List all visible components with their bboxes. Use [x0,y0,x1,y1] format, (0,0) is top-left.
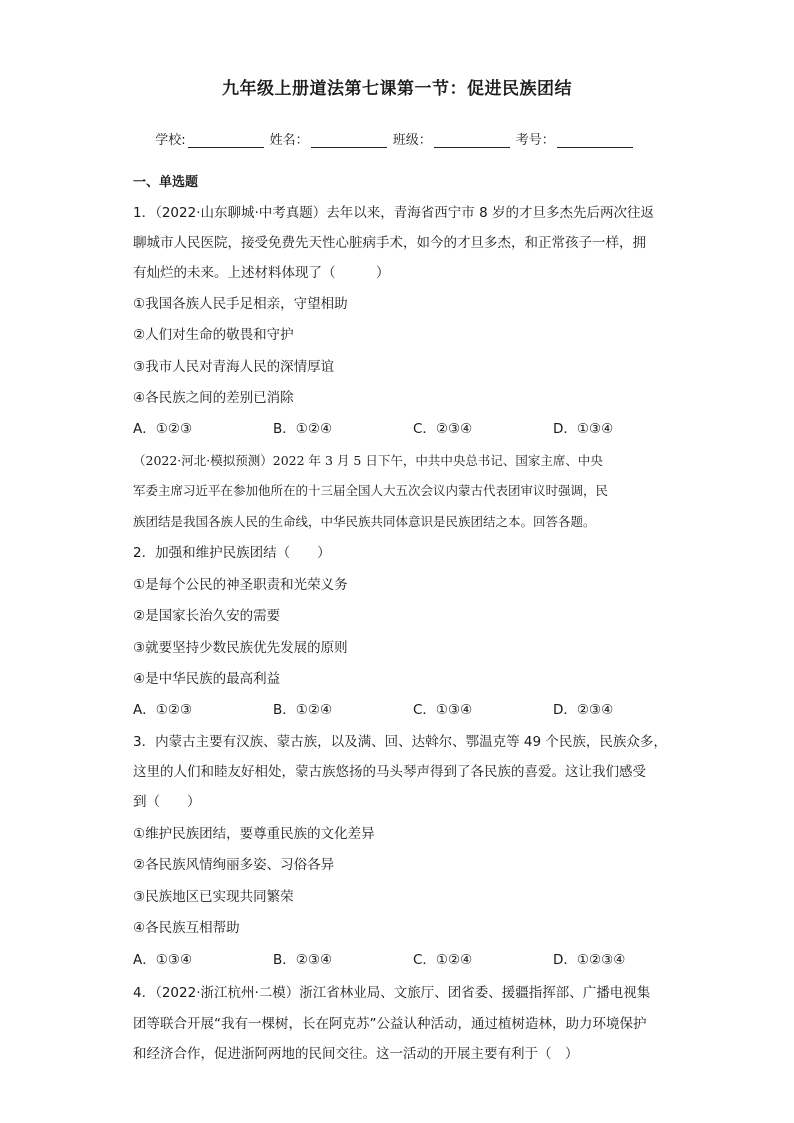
q1-option-d[interactable]: D．①③④ [553,421,614,437]
q1-statement: ③我市人民对青海人民的深情厚谊 [133,359,335,375]
q2-statement: ③就要坚持少数民族优先发展的原则 [133,640,348,656]
passage-line: 军委主席习近平在参加他所在的十三届全国人大五次会议内蒙古代表团审议时强调，民 [133,483,609,498]
q3-stem-line: 3．内蒙古主要有汉族、蒙古族，以及满、回、达斡尔、鄂温克等 49 个民族，民族众多， [133,734,667,750]
q1-statement: ②人们对生命的敬畏和守护 [133,327,294,343]
q2-option-d[interactable]: D．②③④ [553,702,614,718]
q3-stem-line: 到（ ） [133,794,201,810]
name-label: 姓名： [269,133,309,148]
q2-statement: ②是国家长治久安的需要 [133,608,281,624]
q2-option-c[interactable]: C．①③④ [413,702,473,718]
q1-option-c[interactable]: C．②③④ [413,421,473,437]
q3-statement: ③民族地区已实现共同繁荣 [133,889,294,905]
q1-stem-line: 有灿烂的未来。上述材料体现了（ ） [133,265,390,281]
q4-stem-line: 团等联合开展“我有一棵树，长在阿克苏”公益认种活动，通过植树造林，助力环境保护 [133,1016,647,1032]
q3-statement: ①维护民族团结，要尊重民族的文化差异 [133,826,375,842]
q2-statement: ④是中华民族的最高利益 [133,671,281,687]
school-blank[interactable] [188,133,264,148]
q3-option-c[interactable]: C．①②④ [413,952,473,968]
q3-option-a[interactable]: A．①③④ [133,952,193,968]
q3-stem-line: 这里的人们和睦友好相处，蒙古族悠扬的马头琴声得到了各民族的喜爱。这让我们感受 [133,764,646,780]
q1-options [133,419,693,439]
name-blank[interactable] [311,133,387,148]
passage-line: （2022·河北·模拟预测）2022 年 3 月 5 日下午，中共中央总书记、国家主席、中央 [133,453,603,468]
exam-number-label: 考号： [515,133,555,148]
q1-statement: ④各民族之间的差别已消除 [133,390,294,406]
q2-options [133,700,693,720]
q1-statement: ①我国各族人民手足相亲，守望相助 [133,296,348,312]
q3-option-d[interactable]: D．①②③④ [553,952,626,968]
exam-number-blank[interactable] [557,133,633,148]
section-heading: 一、单选题 [133,175,199,190]
q4-stem-line: 和经济合作，促进浙阿两地的民间交往。这一活动的开展主要有利于（ ） [133,1046,579,1062]
q3-statement: ②各民族风情绚丽多姿、习俗各异 [133,857,335,873]
q2-option-a[interactable]: A．①②③ [133,702,193,718]
q3-option-b[interactable]: B．②③④ [273,952,333,968]
q1-stem-line: 1．（2022·山东聊城·中考真题）去年以来，青海省西宁市 8 岁的才旦多杰先后两次往返 [133,205,654,221]
class-label: 班级： [392,133,432,148]
q2-statement: ①是每个公民的神圣职责和光荣义务 [133,577,348,593]
student-info-row [0,129,794,148]
page-title: 九年级上册道法第七课第一节：促进民族团结 [222,79,572,99]
q3-options [133,950,693,970]
q3-statement: ④各民族互相帮助 [133,920,240,936]
school-label: 学校: [155,133,186,148]
q2-stem-line: 2．加强和维护民族团结（ ） [133,545,331,561]
q4-stem-line: 4．（2022·浙江杭州·二模）浙江省林业局、文旅厅、团省委、援疆指挥部、广播电视集 [133,985,651,1001]
q2-option-b[interactable]: B．①②④ [273,702,333,718]
q1-stem-line: 聊城市人民医院，接受免费先天性心脏病手术，如今的才旦多杰，和正常孩子一样，拥 [133,235,646,251]
q1-option-a[interactable]: A．①②③ [133,421,193,437]
class-blank[interactable] [434,133,510,148]
q1-option-b[interactable]: B．①②④ [273,421,333,437]
passage-line: 族团结是我国各族人民的生命线，中华民族共同体意识是民族团结之本。回答各题。 [133,514,596,529]
